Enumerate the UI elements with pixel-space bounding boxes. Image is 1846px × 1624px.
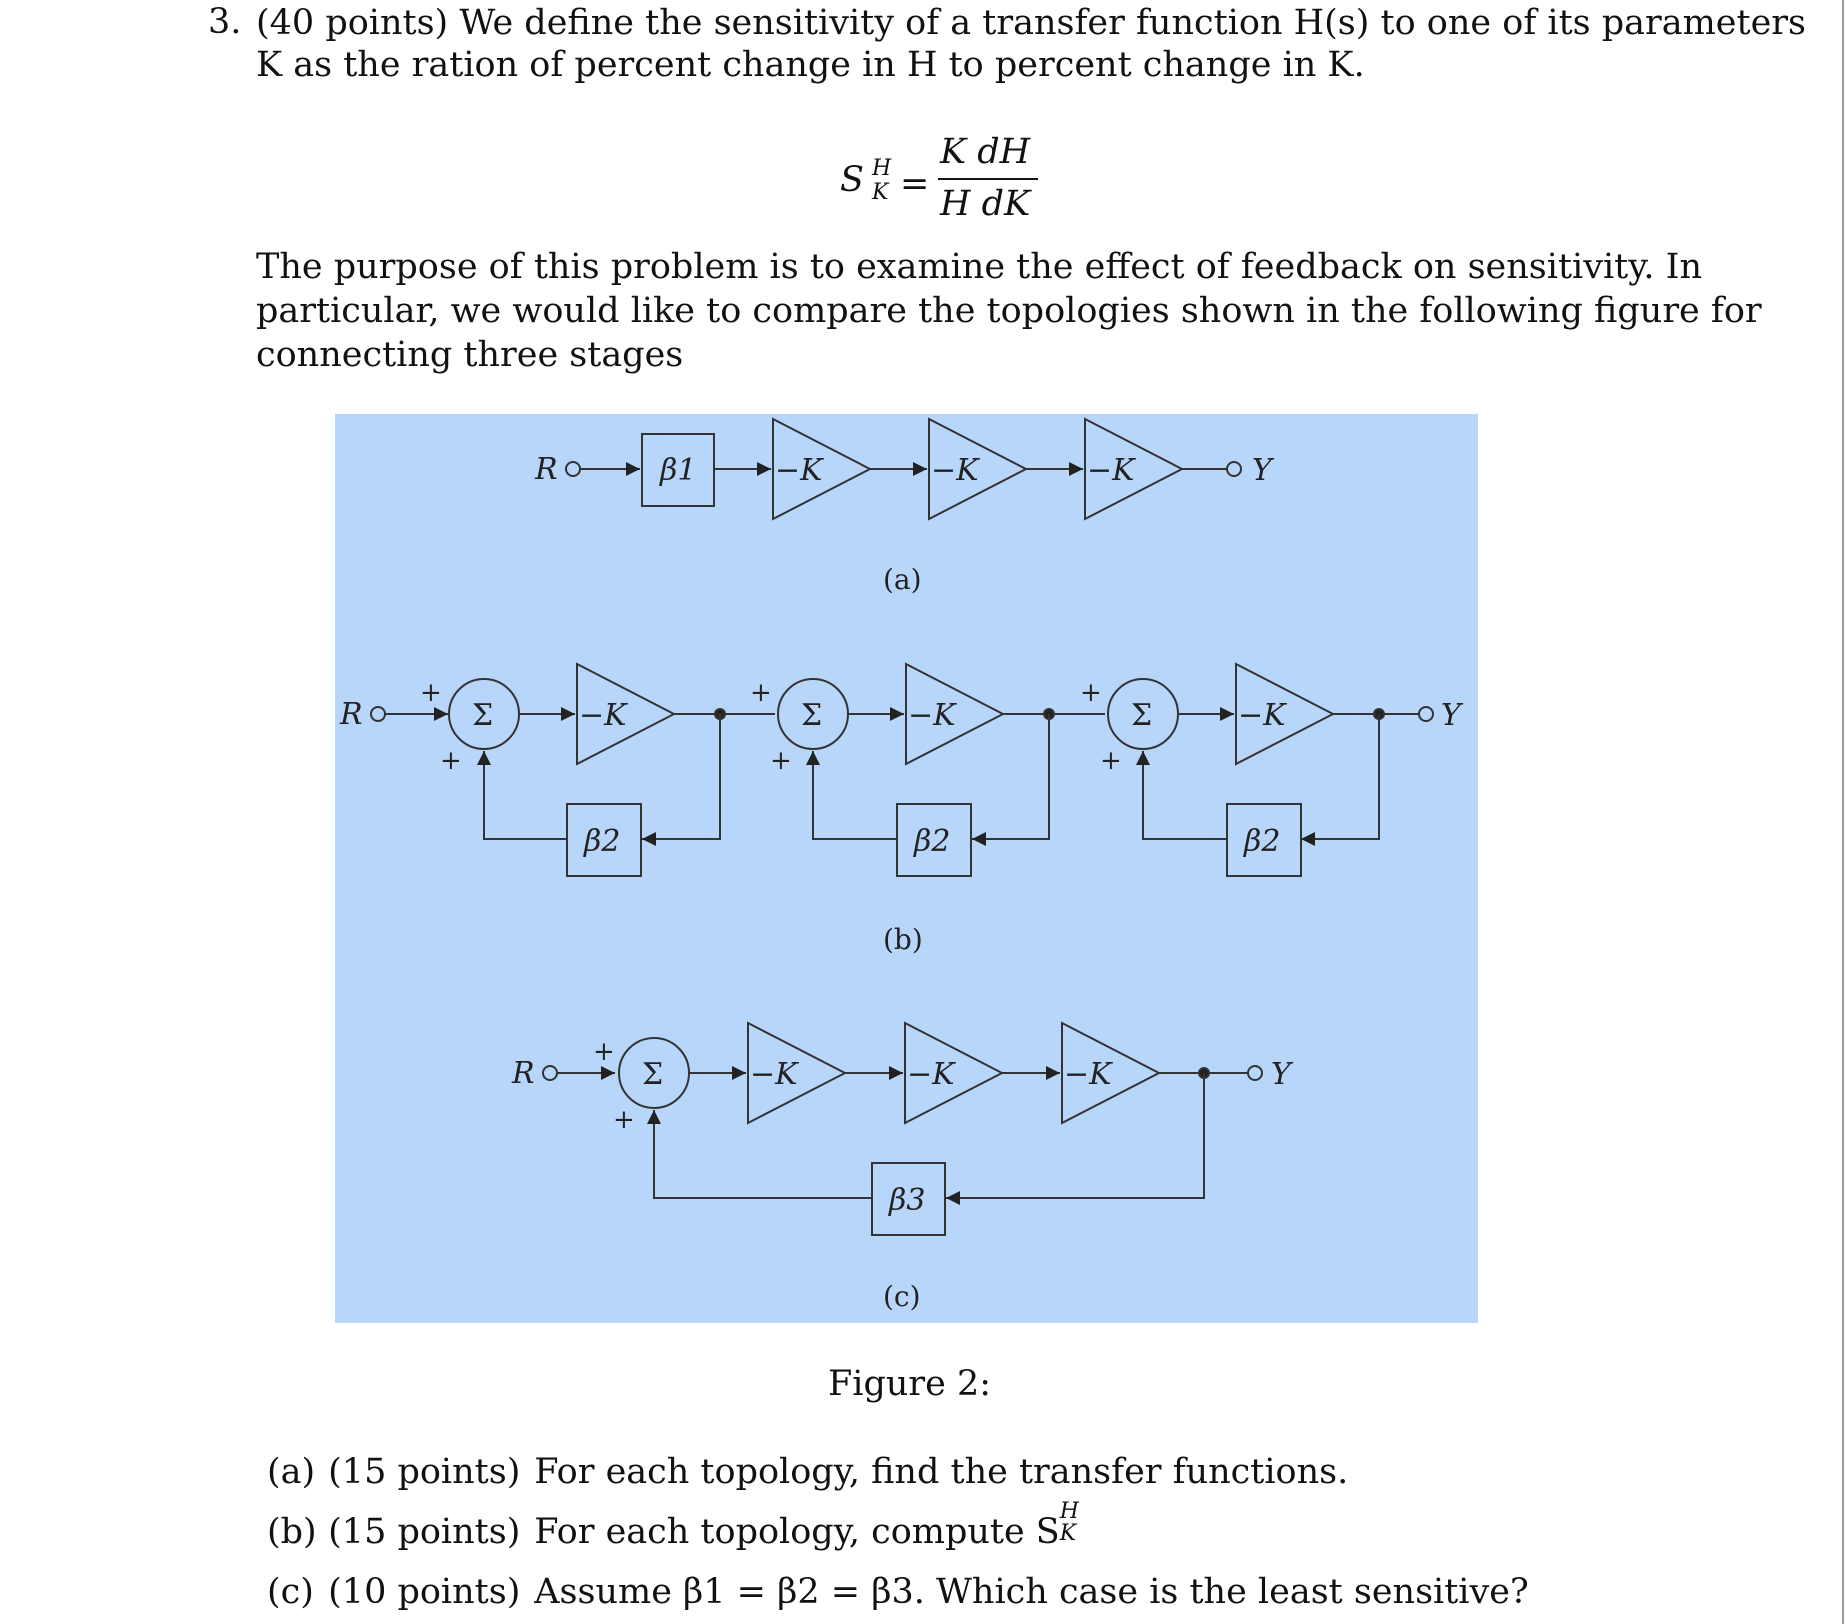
part-c-label: (c) [267,1572,314,1612]
purpose-line-2: particular, we would like to compare the topologies shown in the following figure for [256,291,1762,331]
eq-sub: K [872,180,889,205]
sensitivity-equation [830,128,1070,228]
part-c-text: Assume β1 = β2 = β3. Which case is the least sensitive? [534,1572,1529,1612]
page-edge-rule [1842,0,1844,1624]
b1-sum-symbol: Σ [472,698,494,733]
purpose-line-1: The purpose of this problem is to examine the effect of feedback on sensitivity. In [256,247,1702,287]
eq-sup: H [872,156,892,181]
eq-equals: = [900,164,930,204]
part-b-sub: K [1059,1521,1077,1546]
a-output-label: Y [1252,453,1272,488]
b3-plus-top: + [1080,678,1102,708]
b3-gain-label: −K [1238,698,1286,733]
b2-plus-top: + [750,678,772,708]
part-a-points: (15 points) [328,1452,521,1492]
part-a-label: (a) [267,1452,316,1492]
b1-gain-label: −K [579,698,627,733]
topology-figure [335,414,1478,1323]
purpose-line-3: connecting three stages [256,335,684,375]
b-input-node [371,707,385,721]
part-b-text: For each topology, compute S [534,1512,1060,1552]
a-caption: (a) [883,563,922,596]
a-input-node [566,462,580,476]
c-input-node [543,1066,557,1080]
a-beta1-label: β1 [660,453,697,488]
b-input-label: R [340,697,363,732]
intro-line-1: (40 points) We define the sensitivity of a transfer function H(s) to one of its parameters [256,3,1806,43]
figure-caption: Figure 2: [828,1364,992,1404]
eq-numerator: K dH [940,132,1031,172]
a-gain-3-label: −K [1087,453,1135,488]
c-beta3-label: β3 [889,1183,926,1218]
b2-plus-bottom: + [770,746,792,776]
b1-beta2-label: β2 [584,824,621,859]
c-output-label: Y [1271,1057,1291,1092]
c-gain-1-label: −K [750,1057,798,1092]
a-gain-2-label: −K [931,453,979,488]
b3-beta2-label: β2 [1244,824,1281,859]
a-input-label: R [535,452,558,487]
b-output-node [1419,707,1433,721]
intro-line-2: K as the ration of percent change in H to percent change in K. [256,45,1365,85]
c-input-label: R [512,1056,535,1091]
part-b-sup: H [1059,1499,1079,1524]
eq-fraction-bar [938,178,1038,180]
b2-sum-symbol: Σ [801,698,823,733]
part-b-points: (15 points) [328,1512,521,1552]
b2-gain-label: −K [908,698,956,733]
b3-sum-symbol: Σ [1131,698,1153,733]
a-gain-1-label: −K [775,453,823,488]
problem-number: 3. [208,2,242,42]
b2-beta2-label: β2 [914,824,951,859]
eq-s: S [840,160,864,200]
part-b-label: (b) [267,1512,317,1552]
b1-plus-top: + [420,678,442,708]
a-output-node [1227,462,1241,476]
c-gain-2-label: −K [907,1057,955,1092]
c-caption: (c) [883,1280,921,1313]
part-b [267,1499,1086,1552]
b-output-label: Y [1441,698,1461,733]
b-caption: (b) [883,923,923,956]
part-c-points: (10 points) [328,1572,521,1612]
c-plus-top: + [593,1037,615,1067]
eq-denominator: H dK [940,184,1031,224]
b1-plus-bottom: + [440,746,462,776]
part-a-text: For each topology, find the transfer functions. [534,1452,1349,1492]
c-plus-bottom: + [613,1105,635,1135]
part-c [267,1572,1529,1612]
b3-plus-bottom: + [1100,746,1122,776]
c-output-node [1248,1066,1262,1080]
part-a [267,1452,1348,1492]
c-gain-3-label: −K [1064,1057,1112,1092]
c-sum-symbol: Σ [642,1057,664,1092]
